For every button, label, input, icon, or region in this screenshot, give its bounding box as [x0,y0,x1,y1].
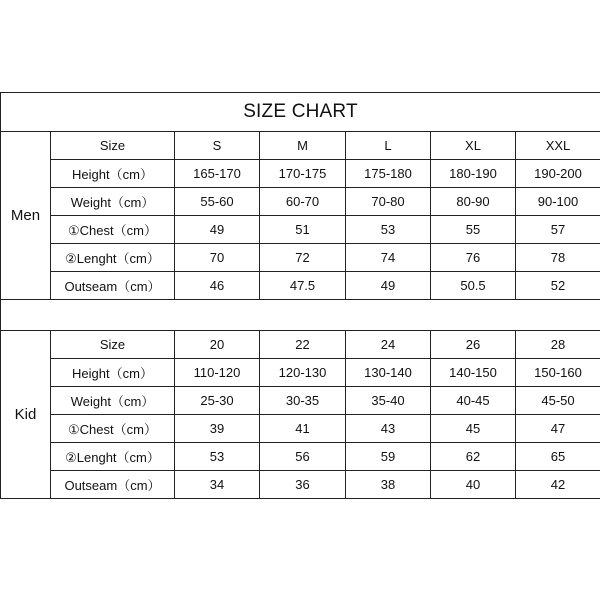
men-cell: S [175,132,260,160]
kid-cell: 38 [346,471,431,499]
men-cell: 47.5 [260,272,346,300]
kid-row-5 [1,471,600,499]
men-cell: 70 [175,244,260,272]
men-cell: 90-100 [516,188,600,216]
men-cell: 46 [175,272,260,300]
men-row-label: Height（cm） [51,160,175,188]
men-cell: 190-200 [516,160,600,188]
kid-row-label: Size [51,331,175,359]
men-cell: 165-170 [175,160,260,188]
men-cell: 53 [346,216,431,244]
men-cell: L [346,132,431,160]
kid-row-1 [1,359,600,387]
men-cell: 72 [260,244,346,272]
men-cell: 78 [516,244,600,272]
kid-cell: 59 [346,443,431,471]
group-separator-row [1,300,600,331]
kid-cell: 120-130 [260,359,346,387]
kid-row-label: Height（cm） [51,359,175,387]
kid-cell: 41 [260,415,346,443]
men-cell: 49 [175,216,260,244]
kid-cell: 20 [175,331,260,359]
men-cell: M [260,132,346,160]
kid-cell: 30-35 [260,387,346,415]
kid-cell: 36 [260,471,346,499]
men-row-label: Outseam（cm） [51,272,175,300]
kid-row-label: Weight（cm） [51,387,175,415]
chart-title: SIZE CHART [1,93,600,132]
men-cell: 55-60 [175,188,260,216]
kid-cell: 150-160 [516,359,600,387]
men-cell: 57 [516,216,600,244]
kid-cell: 25-30 [175,387,260,415]
men-row-0 [1,132,600,160]
kid-cell: 34 [175,471,260,499]
men-cell: 76 [431,244,516,272]
men-row-label: ②Lenght（cm） [51,244,175,272]
men-cell: 170-175 [260,160,346,188]
men-cell: 52 [516,272,600,300]
kid-cell: 40 [431,471,516,499]
men-row-label: ①Chest（cm） [51,216,175,244]
kid-cell: 45-50 [516,387,600,415]
men-cell: 49 [346,272,431,300]
men-cell: 175-180 [346,160,431,188]
men-row-1 [1,160,600,188]
size-chart-table [0,92,600,499]
kid-cell: 39 [175,415,260,443]
kid-row-label: Outseam（cm） [51,471,175,499]
kid-cell: 47 [516,415,600,443]
kid-cell: 65 [516,443,600,471]
men-group-label: Men [1,132,51,300]
kid-group-label: Kid [1,331,51,499]
kid-cell: 28 [516,331,600,359]
kid-cell: 35-40 [346,387,431,415]
men-cell: XXL [516,132,600,160]
kid-cell: 45 [431,415,516,443]
men-cell: 80-90 [431,188,516,216]
men-row-label: Size [51,132,175,160]
men-row-5 [1,272,600,300]
kid-cell: 26 [431,331,516,359]
kid-row-label: ②Lenght（cm） [51,443,175,471]
kid-cell: 62 [431,443,516,471]
size-chart [0,92,600,499]
kid-cell: 24 [346,331,431,359]
kid-cell: 43 [346,415,431,443]
kid-row-4 [1,443,600,471]
kid-row-0 [1,331,600,359]
kid-cell: 42 [516,471,600,499]
men-row-2 [1,188,600,216]
men-cell: XL [431,132,516,160]
men-cell: 50.5 [431,272,516,300]
men-row-3 [1,216,600,244]
kid-cell: 22 [260,331,346,359]
men-cell: 70-80 [346,188,431,216]
men-cell: 60-70 [260,188,346,216]
kid-cell: 130-140 [346,359,431,387]
men-cell: 180-190 [431,160,516,188]
kid-cell: 40-45 [431,387,516,415]
men-cell: 51 [260,216,346,244]
kid-cell: 53 [175,443,260,471]
separator-cell [1,300,600,331]
men-row-label: Weight（cm） [51,188,175,216]
men-cell: 74 [346,244,431,272]
kid-row-label: ①Chest（cm） [51,415,175,443]
kid-cell: 140-150 [431,359,516,387]
men-row-4 [1,244,600,272]
men-cell: 55 [431,216,516,244]
kid-row-2 [1,387,600,415]
kid-cell: 56 [260,443,346,471]
kid-row-3 [1,415,600,443]
kid-cell: 110-120 [175,359,260,387]
